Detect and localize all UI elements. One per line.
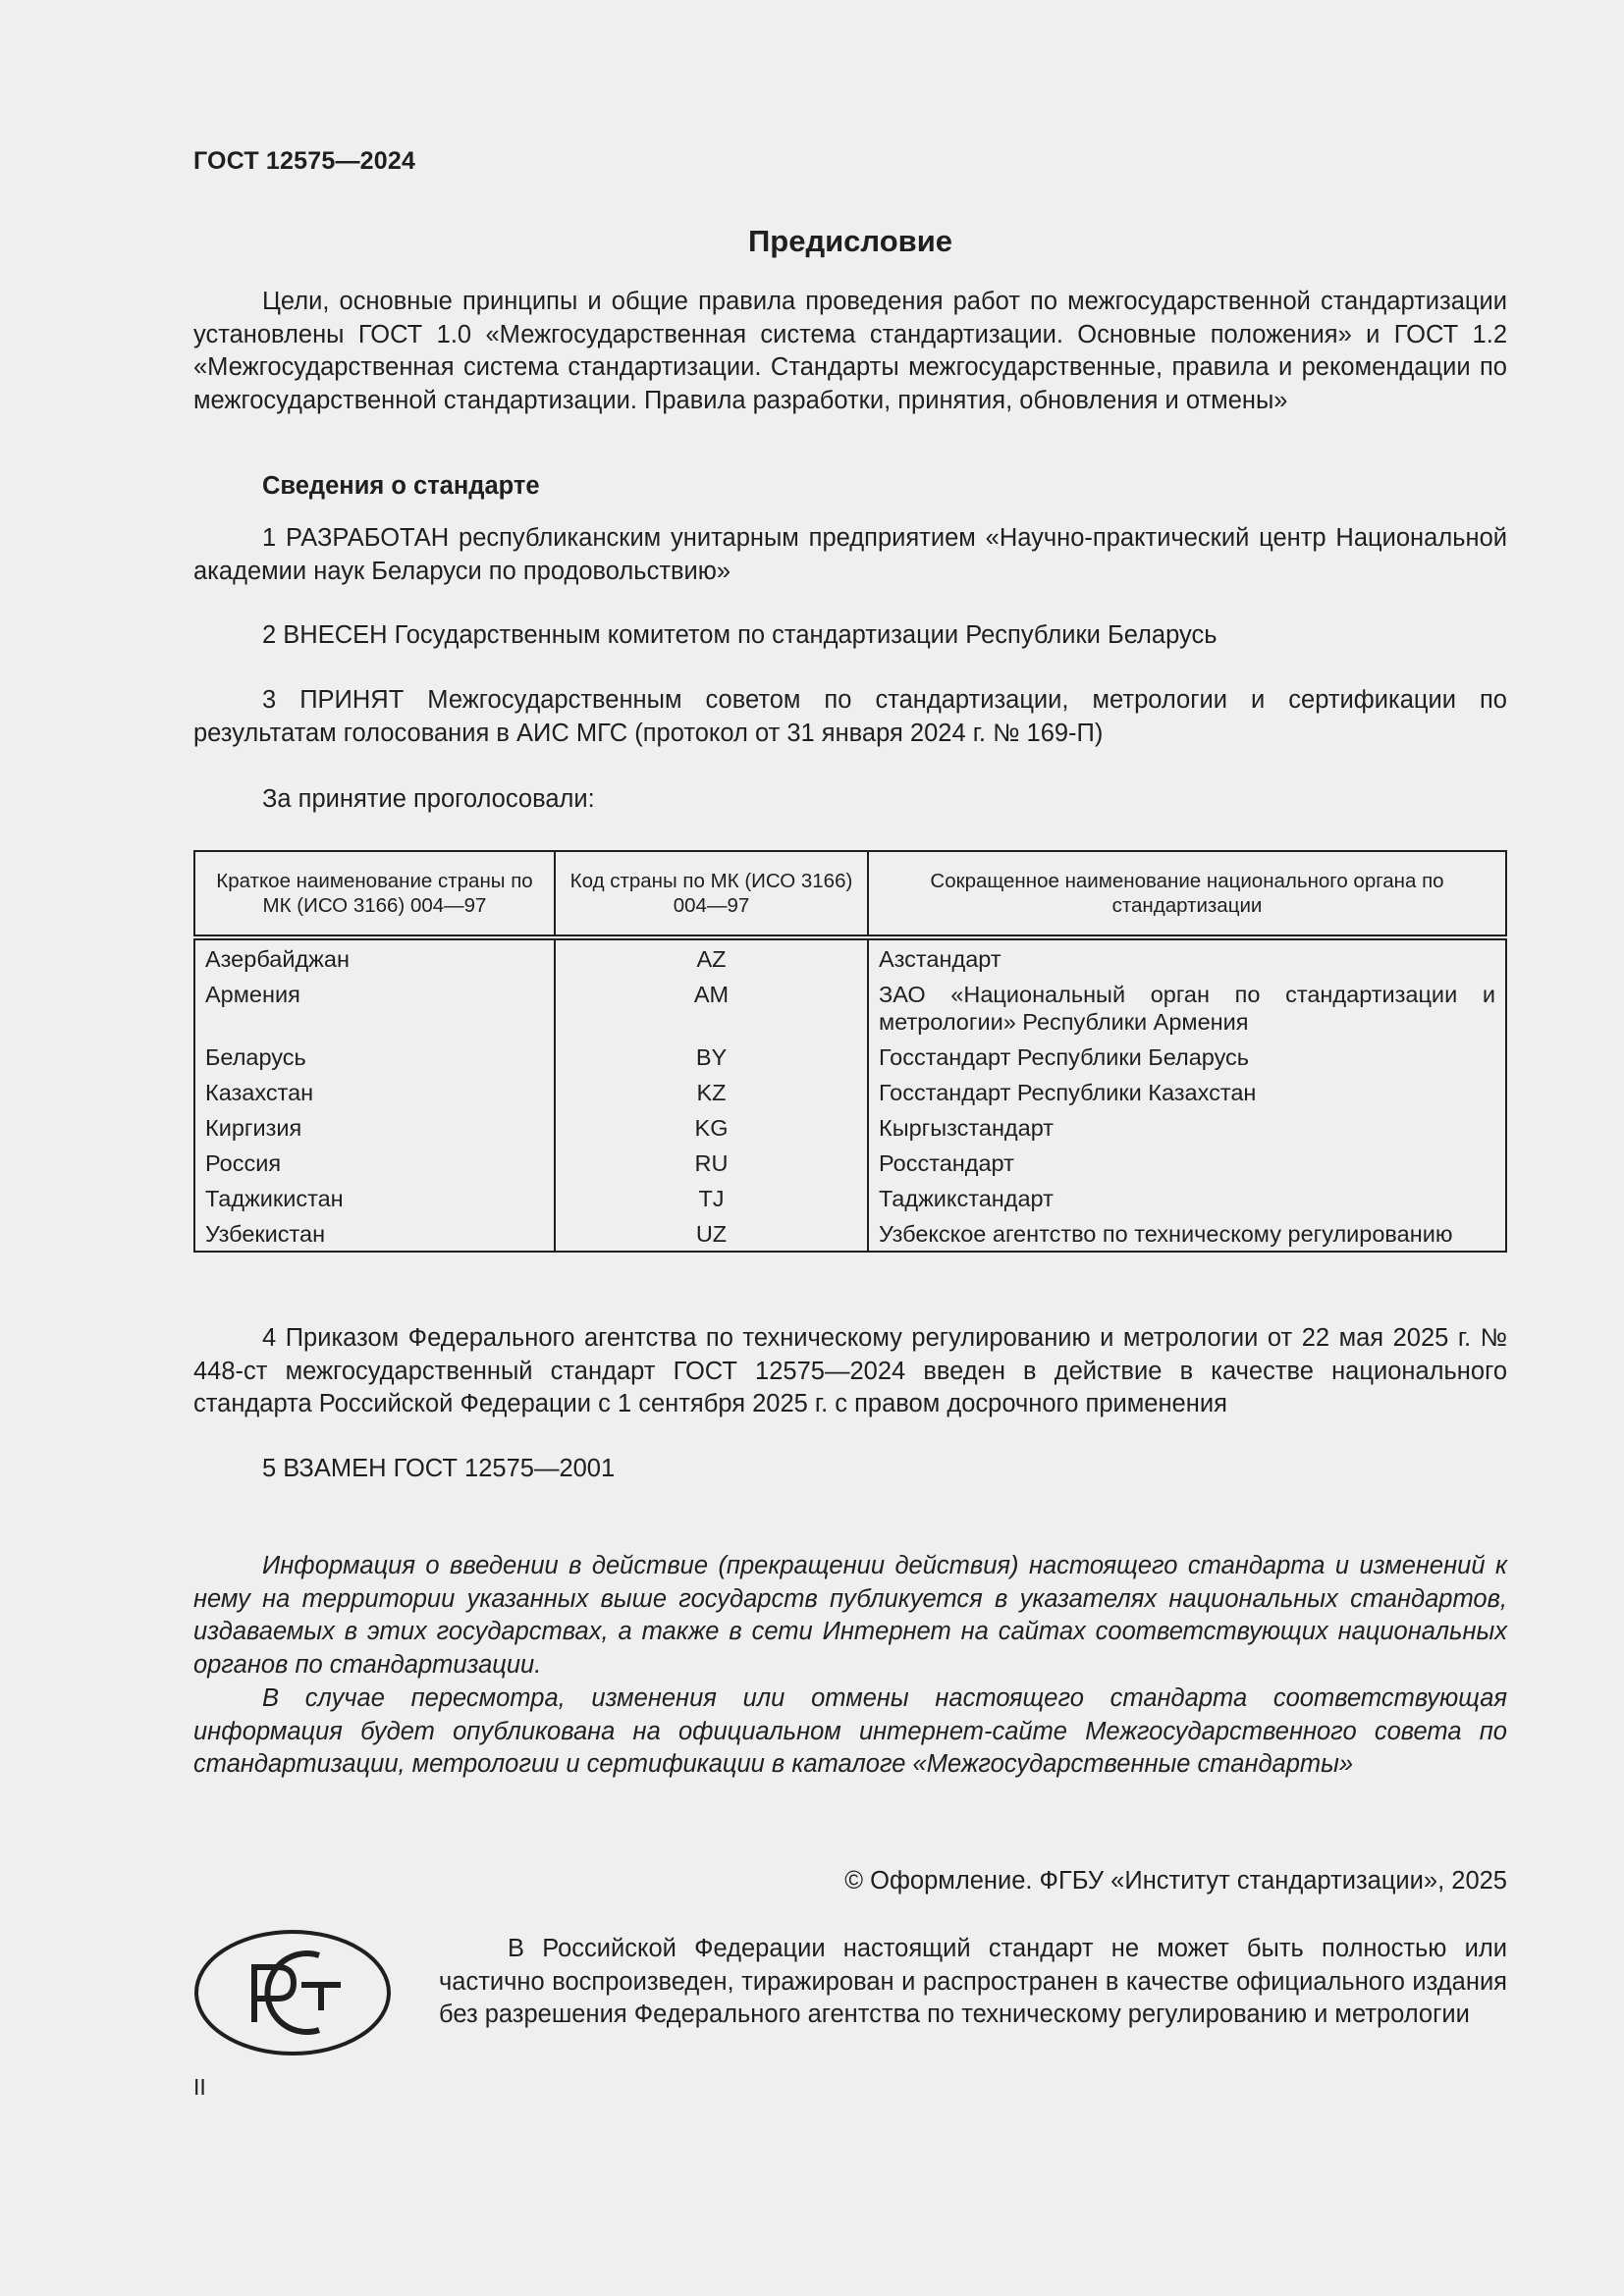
national-body: Кыргызстандарт	[879, 1115, 1055, 1141]
info-note-paragraph: Информация о введении в действие (прекращении действия) настоящего стандарта и изменений к нему на территории указанных выше государств публикуется в указателях национальных стандартов, издаваемых в этих государствах, а также в сети Интернет на сайтах соответствующих национальных органов по стандартизации.	[193, 1552, 1507, 1679]
country-code: RU	[555, 1145, 868, 1180]
national-body: Узбекское агентство по техническому регулированию	[879, 1221, 1453, 1247]
country-code: KG	[555, 1109, 868, 1145]
table-row	[194, 976, 1506, 1039]
voting-countries-table	[193, 850, 1507, 1253]
table-row	[194, 1109, 1506, 1145]
table-row	[194, 1180, 1506, 1215]
document-page	[193, 0, 1507, 2296]
item-adopted: 3 ПРИНЯТ Межгосударственным советом по стандартизации, метрологии и сертификации по результатам голосования в АИС МГС (протокол от 31 января 2024 г. № 169-П)	[193, 686, 1507, 747]
item-developed: 1 РАЗРАБОТАН республиканским унитарным предприятием «Научно-практический центр Национальной академии наук Беларуси по продовольствию»	[193, 524, 1507, 585]
country-code: AM	[555, 976, 868, 1039]
country-name: Россия	[194, 1145, 555, 1180]
item-enacted: 4 Приказом Федерального агентства по техническому регулированию и метрологии от 22 мая 2025 г. № 448-ст межгосударственный стандарт ГОСТ 12575—2024 введен в действие в качестве национального стандарта Российской Федерации с 1 сентября 2025 г. с правом досрочного применения	[193, 1324, 1507, 1418]
country-name: Узбекистан	[194, 1215, 555, 1252]
voted-label: За принятие проголосовали:	[262, 785, 595, 813]
country-code: BY	[555, 1039, 868, 1074]
table-row	[194, 1039, 1506, 1074]
national-body: Росстандарт	[879, 1150, 1014, 1176]
table-row	[194, 1074, 1506, 1109]
national-body: Азстандарт	[879, 946, 1001, 972]
info-heading: Сведения о стандарте	[262, 472, 540, 500]
countries-table	[193, 850, 1507, 1253]
header-country-code: Код страны по МК (ИСО 3166) 004—97	[555, 851, 868, 937]
copyright-line: © Оформление. ФГБУ «Институт стандартизации», 2025	[844, 1867, 1507, 1895]
national-body: Госстандарт Республики Беларусь	[879, 1044, 1250, 1070]
country-code: AZ	[555, 937, 868, 976]
national-body: Госстандарт Республики Казахстан	[879, 1080, 1257, 1105]
national-body: Таджикстандарт	[879, 1186, 1054, 1211]
revision-note-paragraph: В случае пересмотра, изменения или отмены настоящего стандарта соответствующая информация будет опубликована на официальном интернет-сайте Межгосударственного совета по стандартизации, метрологии и сертификации в каталоге «Межгосударственные стандарты»	[193, 1684, 1507, 1779]
table-row	[194, 1215, 1506, 1252]
national-body: ЗАО «Национальный орган по стандартизации и метрологии» Республики Армения	[879, 982, 1495, 1035]
country-code: UZ	[555, 1215, 868, 1252]
item-submitted: 2 ВНЕСЕН Государственным комитетом по стандартизации Республики Беларусь	[262, 621, 1218, 649]
header-national-body: Сокращенное наименование национального органа по стандартизации	[868, 851, 1506, 937]
page-number: II	[193, 2074, 206, 2100]
table-header-row	[194, 851, 1506, 937]
table-row	[194, 937, 1506, 976]
item-replaces: 5 ВЗАМЕН ГОСТ 12575—2001	[262, 1455, 616, 1482]
country-code: KZ	[555, 1074, 868, 1109]
table-row	[194, 1145, 1506, 1180]
country-name: Азербайджан	[194, 937, 555, 976]
country-name: Беларусь	[194, 1039, 555, 1074]
rst-certification-mark-icon	[193, 1928, 392, 2057]
country-name: Таджикистан	[194, 1180, 555, 1215]
reproduction-notice: В Российской Федерации настоящий стандарт не может быть полностью или частично воспроизведен, тиражирован и распространен в качестве официального издания без разрешения Федерального агентства по техническому регулированию и метрологии	[439, 1935, 1507, 2029]
country-name: Киргизия	[194, 1109, 555, 1145]
country-name: Казахстан	[194, 1074, 555, 1109]
document-code: ГОСТ 12575—2024	[193, 147, 416, 175]
country-code: TJ	[555, 1180, 868, 1215]
header-country-name: Краткое наименование страны по МК (ИСО 3166) 004—97	[194, 851, 555, 937]
country-name: Армения	[194, 976, 555, 1039]
page-title: Предисловие	[747, 224, 952, 258]
intro-paragraph: Цели, основные принципы и общие правила проведения работ по межгосударственной стандартизации установлены ГОСТ 1.0 «Межгосударственная система стандартизации. Основные положения» и ГОСТ 1.2 «Межгосударственная система стандартизации. Стандарты межгосударственные, правила и рекомендации по межгосударственной стандартизации. Правила разработки, принятия, обновления и отмены»	[193, 288, 1507, 414]
